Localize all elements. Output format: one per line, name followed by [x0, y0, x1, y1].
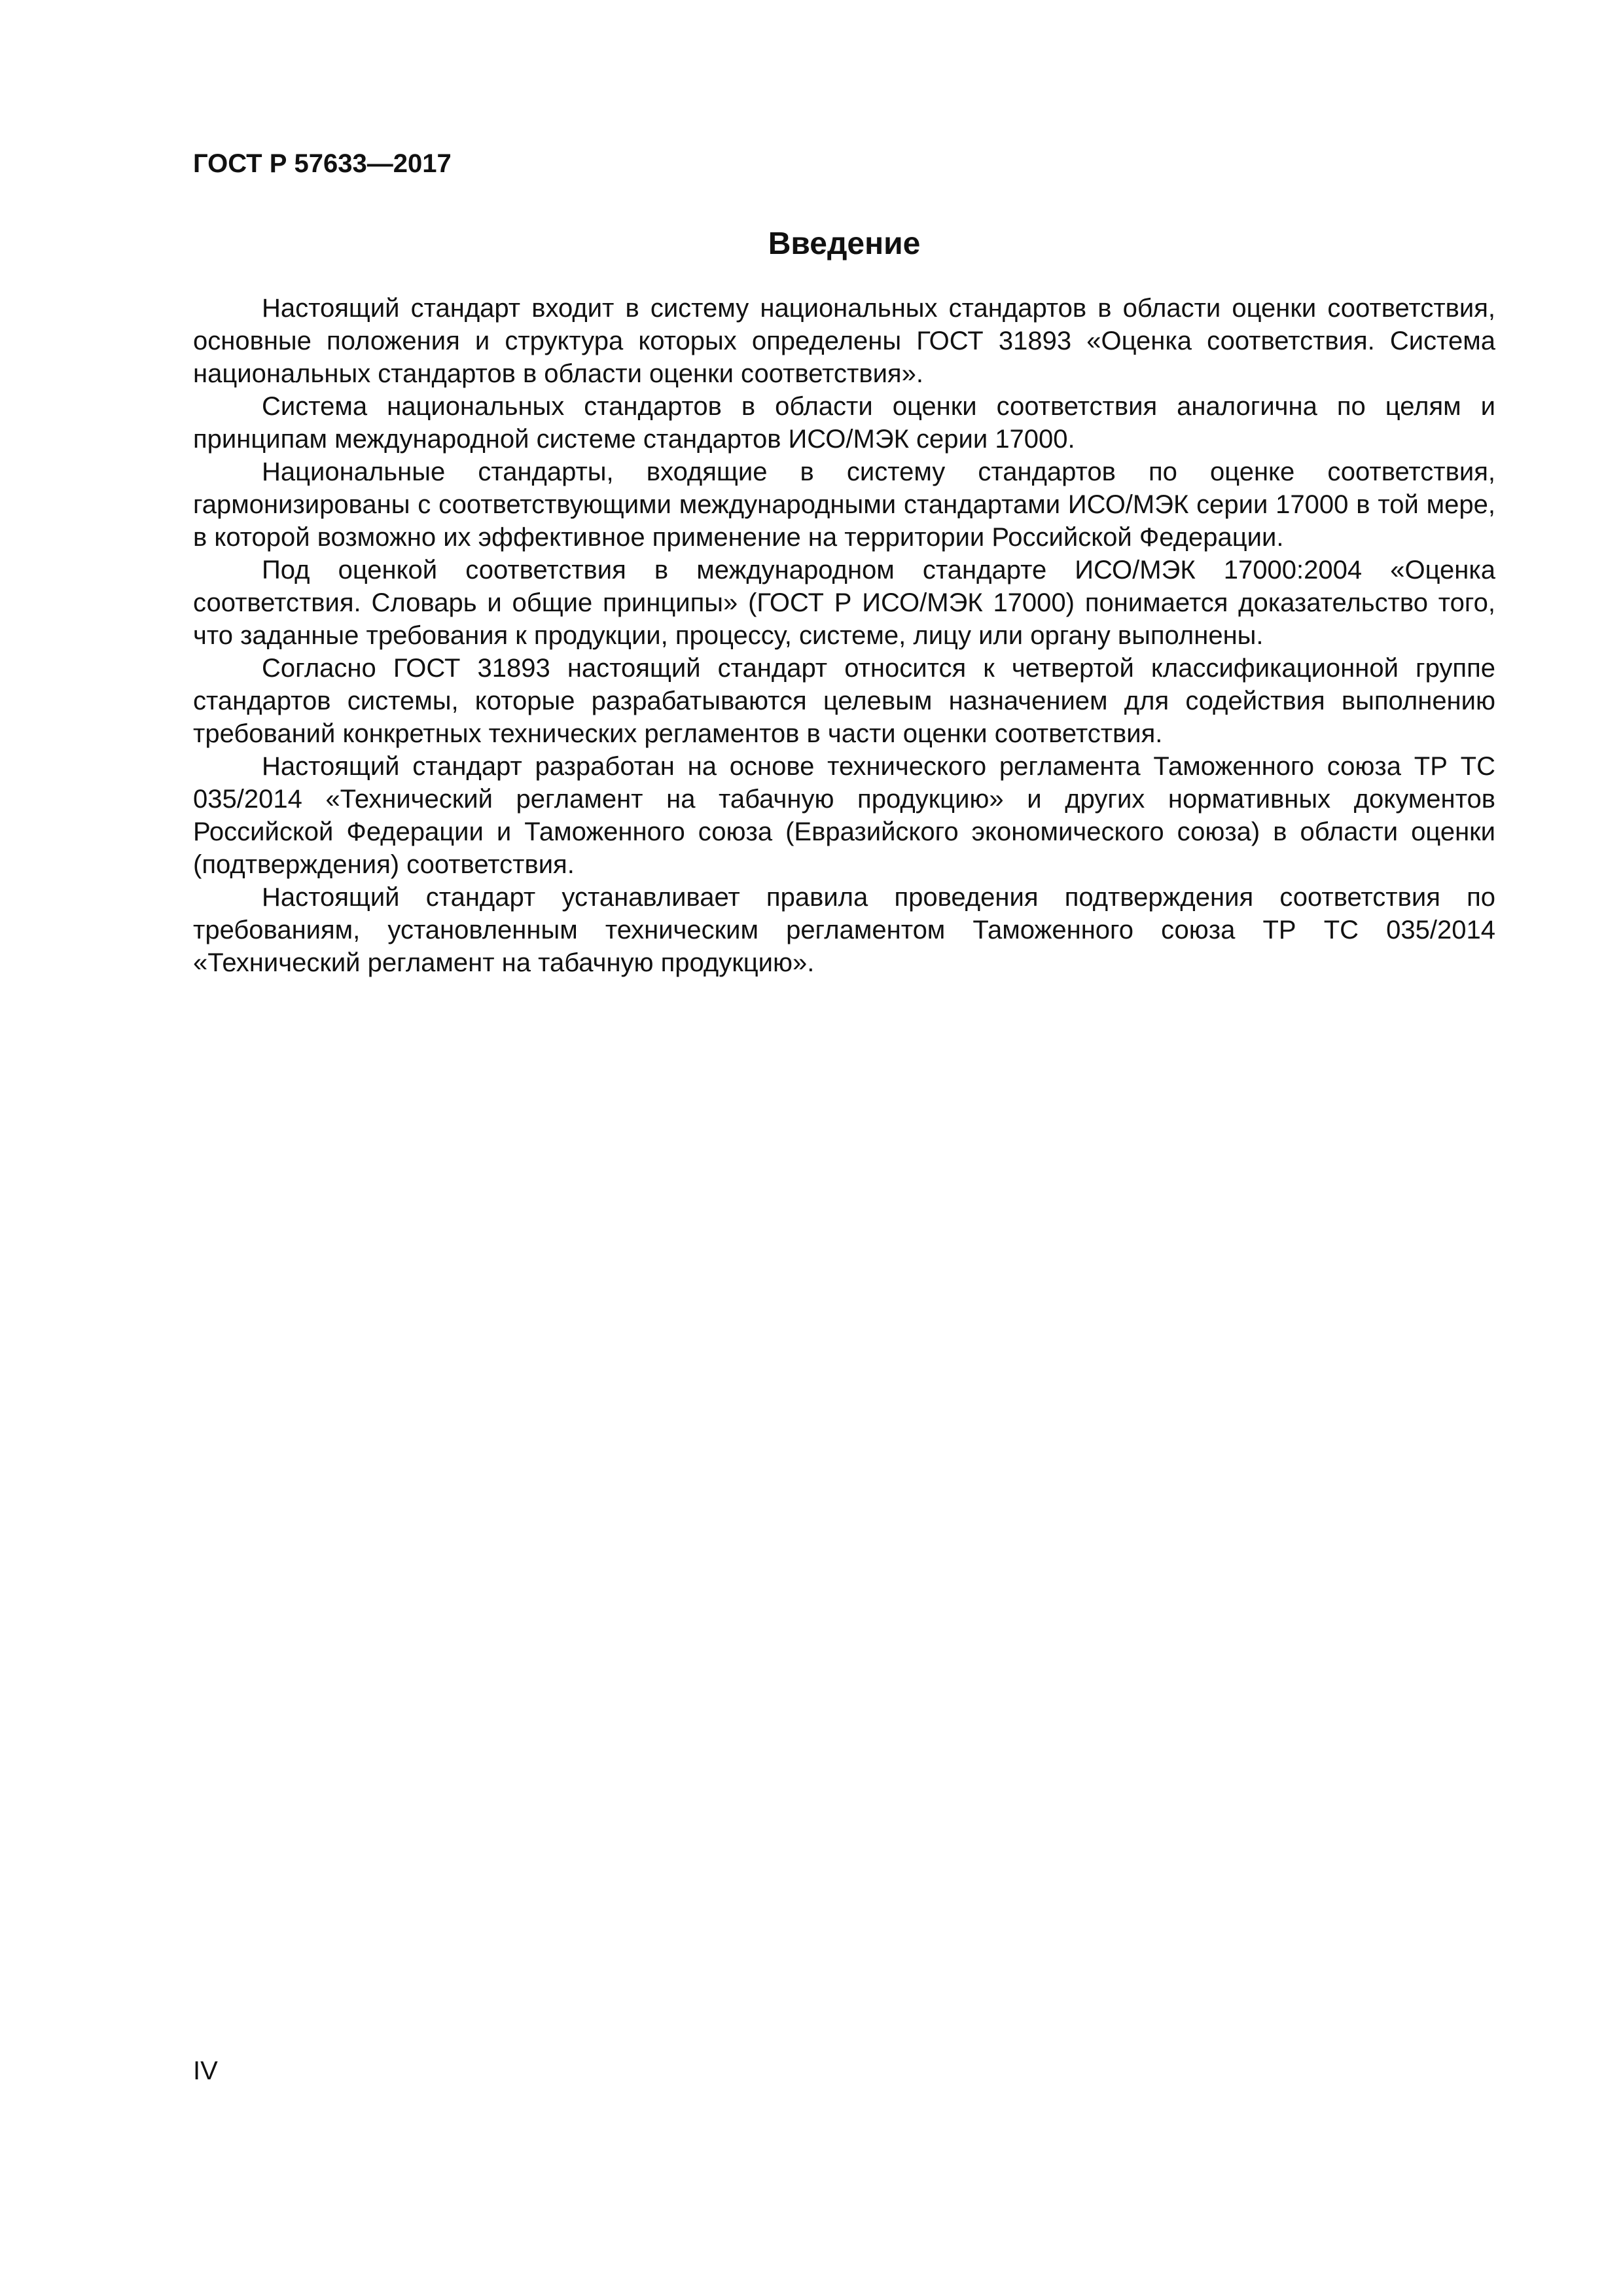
paragraph: Национальные стандарты, входящие в систему стандартов по оценке соответствия, гармонизированы с соответствующими международными стандартами ИСО/МЭК серии 17000 в той мере, в которой возможно их эффективное применение на территории Российской Федерации.: [193, 457, 1495, 552]
paragraph: Настоящий стандарт входит в систему национальных стандартов в области оценки соответствия, основные положения и структура которых определены ГОСТ 31893 «Оценка соответствия. Система национальных стандартов в области оценки соответствия».: [193, 294, 1495, 388]
section-body: [193, 292, 1495, 979]
page-number: IV: [193, 2056, 218, 2085]
paragraph: Система национальных стандартов в области оценки соответствия аналогична по целям и принципам международной системе стандартов ИСО/МЭК серии 17000.: [193, 392, 1495, 454]
paragraph: Согласно ГОСТ 31893 настоящий стандарт относится к четвертой классификационной группе стандартов системы, которые разрабатываются целевым назначением для содействия выполнению требований конкретных технических регламентов в части оценки соответствия.: [193, 654, 1495, 748]
section-title: Введение: [768, 226, 921, 261]
paragraph: Под оценкой соответствия в международном стандарте ИСО/МЭК 17000:2004 «Оценка соответствия. Словарь и общие принципы» (ГОСТ Р ИСО/МЭК 17000) понимается доказательство того, что заданные требования к продукции, процессу, системе, лицу или органу выполнены.: [193, 556, 1495, 650]
paragraph: Настоящий стандарт разработан на основе технического регламента Таможенного союза ТР ТС 035/2014 «Технический регламент на табачную продукцию» и других нормативных документов Российской Федерации и Таможенного союза (Евразийского экономического союза) в области оценки (подтверждения) соответствия.: [193, 752, 1495, 879]
document-code: ГОСТ Р 57633—2017: [193, 149, 452, 178]
paragraph: Настоящий стандарт устанавливает правила проведения подтверждения соответствия по требованиям, установленным техническим регламентом Таможенного союза ТР ТС 035/2014 «Технический регламент на табачную продукцию».: [193, 883, 1495, 977]
